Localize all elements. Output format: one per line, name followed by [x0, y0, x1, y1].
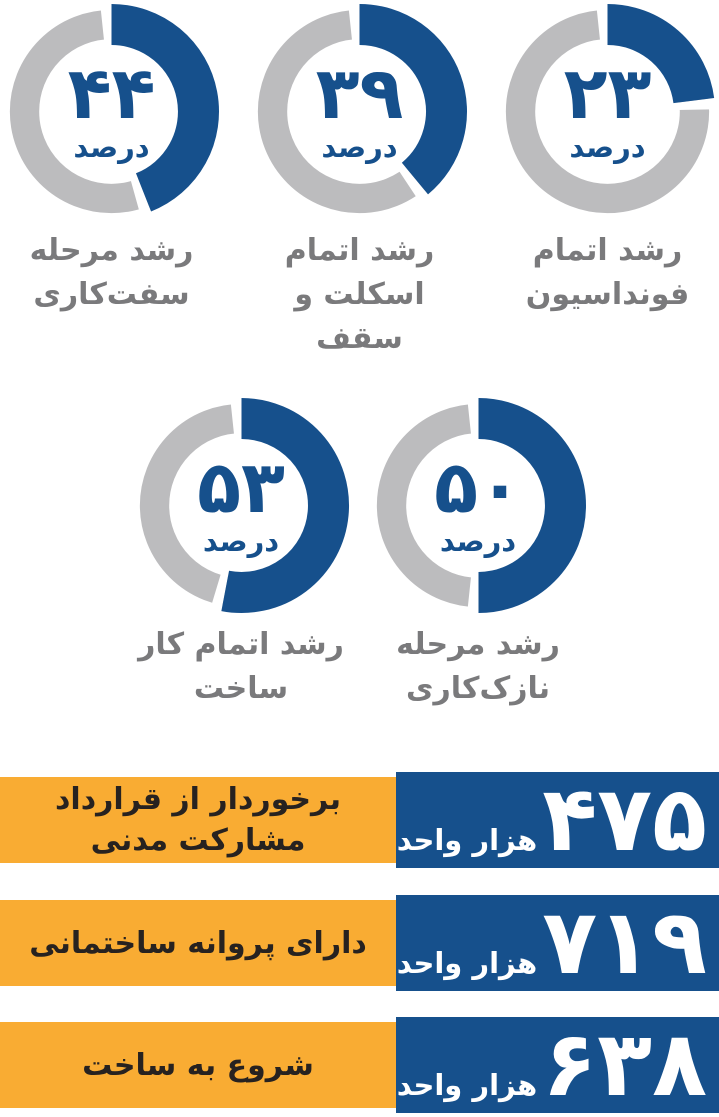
stat-unit: هزار واحد — [396, 1068, 538, 1102]
donut-card-skeleton-roof — [252, 4, 467, 361]
donut-caption-line: رشد مرحله — [29, 233, 194, 268]
donut-percent-value: ۵۳ — [197, 445, 285, 530]
donut-ring-structural-stage — [4, 4, 219, 219]
stat-unit: هزار واحد — [396, 823, 538, 857]
donut-row-bottom — [0, 398, 719, 711]
donut-chart-foundation — [500, 4, 715, 219]
donut-chart-finishing-stage — [371, 398, 586, 613]
donut-caption-line: رشد اتمام — [284, 233, 435, 268]
stat-value-box-civil-partnership — [396, 767, 719, 872]
donut-percent-value: ۳۹ — [315, 51, 404, 136]
stat-label-line: دارای پروانه ساختمانی — [29, 925, 367, 961]
donut-chart-construction-complete — [134, 398, 349, 613]
donut-caption-skeleton-roof — [285, 229, 434, 361]
stat-value-box-building-permit — [396, 890, 719, 995]
donut-caption-finishing-stage — [396, 623, 560, 711]
stat-label-line: شروع به ساخت — [82, 1047, 314, 1083]
stat-unit: هزار واحد — [396, 946, 538, 980]
donut-percent-word: درصد — [321, 129, 398, 164]
stat-row-civil-partnership — [0, 767, 719, 872]
donut-caption-structural-stage — [30, 229, 194, 317]
donut-ring-construction-complete — [134, 398, 349, 613]
stat-row-building-permit — [0, 890, 719, 995]
stat-value: ۶۳۸ — [542, 1012, 707, 1117]
donut-percent-value: ۴۴ — [67, 51, 156, 136]
donut-caption-line: فونداسیون — [525, 277, 690, 312]
donut-ring-finishing-stage — [371, 398, 586, 613]
donut-ring-foundation — [500, 4, 715, 219]
stat-value-box-construction-start — [396, 1012, 719, 1117]
donut-percent-word: درصد — [439, 523, 517, 558]
donut-caption-line: رشد اتمام — [532, 233, 683, 268]
stat-label-civil-partnership — [0, 777, 396, 863]
donut-percent-word: درصد — [202, 523, 280, 558]
stat-label-text — [55, 779, 341, 861]
donut-percent-word: درصد — [73, 129, 150, 164]
donut-caption-line: اسکلت و — [294, 277, 425, 312]
donut-caption-foundation — [526, 229, 690, 317]
donut-percent-value: ۲۳ — [563, 51, 652, 136]
donut-caption-line: سفت‌کاری — [33, 277, 190, 312]
donut-card-finishing-stage — [371, 398, 586, 711]
donut-row-top — [0, 4, 719, 361]
donut-caption-line: سقف — [316, 321, 403, 356]
donut-card-construction-complete — [134, 398, 349, 711]
stat-value: ۴۷۵ — [542, 767, 707, 872]
stat-value: ۷۱۹ — [542, 890, 707, 995]
stat-label-building-permit — [0, 900, 396, 986]
donut-caption-line: رشد اتمام کار — [138, 627, 344, 662]
donut-percent-value: ۵۰ — [434, 445, 522, 530]
donut-caption-line: رشد مرحله — [396, 627, 560, 662]
donut-caption-construction-complete — [138, 623, 344, 711]
donut-caption-line: نازک‌کاری — [406, 671, 550, 706]
stat-label-text — [82, 1045, 314, 1086]
donut-card-foundation — [500, 4, 715, 361]
donut-percent-word: درصد — [569, 129, 646, 164]
stat-label-text — [29, 923, 367, 964]
stat-label-construction-start — [0, 1022, 396, 1108]
donut-caption-line: ساخت — [193, 671, 289, 706]
stat-label-line: مشارکت مدنی — [90, 823, 306, 858]
donut-card-structural-stage — [4, 4, 219, 361]
donut-chart-skeleton-roof — [252, 4, 467, 219]
donut-ring-skeleton-roof — [252, 4, 467, 219]
stat-row-construction-start — [0, 1012, 719, 1117]
stat-label-line: برخوردار از قرارداد — [55, 782, 341, 817]
donut-chart-structural-stage — [4, 4, 219, 219]
